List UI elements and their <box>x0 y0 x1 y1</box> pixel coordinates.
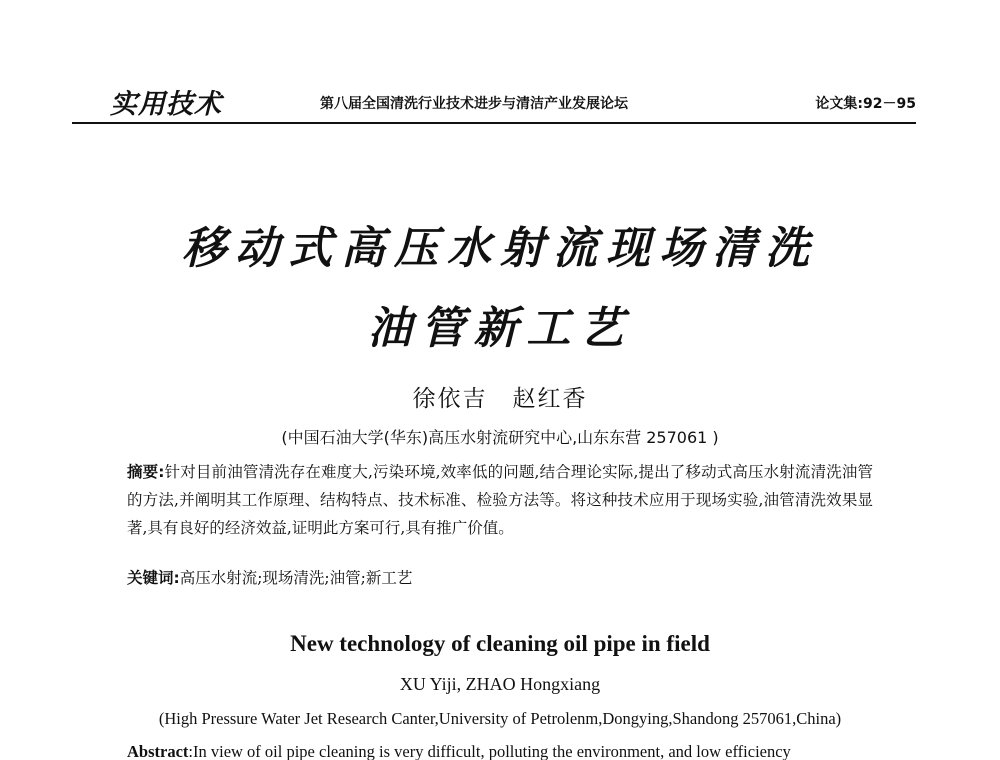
header-rule <box>72 122 916 124</box>
abstract-en-label: Abstract <box>127 742 189 760</box>
abstract-en <box>127 742 907 760</box>
conference-name: 第八届全国清洗行业技术进步与清洁产业发展论坛 <box>320 96 628 112</box>
title-en: New technology of cleaning oil pipe in field <box>290 631 710 656</box>
abstract-en-text: :In view of oil pipe cleaning is very difficult, polluting the environment, and low efficiency <box>188 742 791 760</box>
authors-en: XU Yiji, ZHAO Hongxiang <box>399 674 601 694</box>
authors-cn: 徐依吉 赵红香 <box>412 386 588 412</box>
title-cn-line1: 移动式高压水射流现场清洗 <box>182 223 818 274</box>
keywords-cn-text: 高压水射流;现场清洗;油管;新工艺 <box>179 569 413 587</box>
page-reference: 论文集:92－95 <box>815 96 916 112</box>
abstract-cn <box>127 458 873 542</box>
title-cn-line2: 油管新工艺 <box>367 303 633 354</box>
abstract-cn-text: 针对目前油管清洗存在难度大,污染环境,效率低的问题,结合理论实际,提出了移动式高压水射流清洗油管的方法,并阐明其工作原理、结构特点、技术标准、检验方法等。将这种技术应用于现场实验,油管清洗效果显著,具有良好的经济效益,证明此方案可行,具有推广价值。 <box>127 463 873 537</box>
keywords-cn <box>127 566 873 588</box>
abstract-cn-label: 摘要: <box>127 463 165 481</box>
page-header <box>72 82 916 122</box>
column-name: 实用技术 <box>110 89 222 120</box>
affiliation-cn: (中国石油大学(华东)高压水射流研究中心,山东东营 257061 ) <box>281 428 719 447</box>
keywords-cn-label: 关键词: <box>127 569 180 587</box>
affiliation-en: (High Pressure Water Jet Research Canter,University of Petrolenm,Dongying,Shandong 257061,China) <box>158 709 842 728</box>
